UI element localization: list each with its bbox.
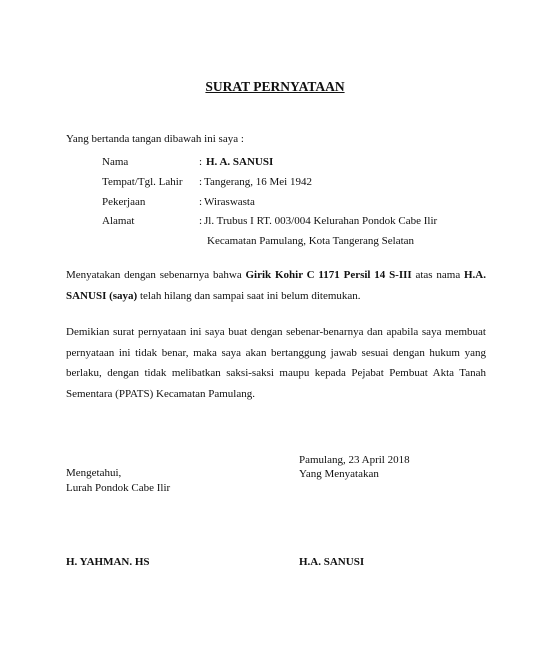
field-value-occupation: Wiraswasta — [204, 196, 255, 208]
statement-text: telah hilang dan sampai saat ini belum ditemukan. — [137, 289, 361, 302]
statement-text: atas nama — [411, 269, 464, 281]
field-value-birth: Tangerang, 16 Mei 1942 — [204, 176, 312, 188]
witness-name: H. YAHMAN. HS — [66, 556, 150, 568]
field-label-name: Nama — [102, 156, 129, 168]
statement-paragraph — [66, 265, 486, 306]
signer-role: Yang Menyatakan — [299, 468, 379, 480]
letter-title: SURAT PERNYATAAN — [205, 79, 345, 94]
owner-name-ref: H.A. SANUSI (saya) — [66, 269, 486, 302]
signer-name: H.A. SANUSI — [299, 556, 365, 568]
field-colon: : — [199, 176, 203, 188]
field-colon: : — [199, 215, 203, 227]
witness-office: Lurah Pondok Cabe Ilir — [66, 482, 171, 494]
field-label-occupation: Pekerjaan — [102, 196, 146, 208]
field-colon: : — [199, 196, 203, 208]
field-value-address: Jl. Trubus I RT. 003/004 Kelurahan Pondok Cabe Ilir — [204, 215, 438, 227]
statement-text: Menyatakan dengan sebenarnya bahwa — [66, 269, 246, 281]
field-label-birth: Tempat/Tgl. Lahir — [102, 176, 183, 188]
witness-role: Mengetahui, — [66, 467, 122, 479]
place-date: Pamulang, 23 April 2018 — [299, 454, 410, 466]
field-value-address-line2: Kecamatan Pamulang, Kota Tangerang Selatan — [207, 235, 415, 247]
field-value-name: H. A. SANUSI — [206, 156, 274, 168]
intro-text: Yang bertanda tangan dibawah ini saya : — [66, 133, 244, 145]
field-colon: : — [199, 156, 203, 168]
closing-paragraph: Demikian surat pernyataan ini saya buat dengan sebenar-benarnya dan apabila saya membuat pernyataan ini tidak benar, maka saya akan bertanggung jawab sesuai dengan hukum yang berlaku, dengan tidak melibatkan saksi-saksi maupu kepada Pejabat Pembuat Akta Tanah Sementara (PPATS) Kecamatan Pamulang. — [66, 326, 486, 400]
field-label-address: Alamat — [102, 215, 135, 227]
land-certificate-ref: Girik Kohir C 1171 Persil 14 S-III — [245, 269, 412, 281]
